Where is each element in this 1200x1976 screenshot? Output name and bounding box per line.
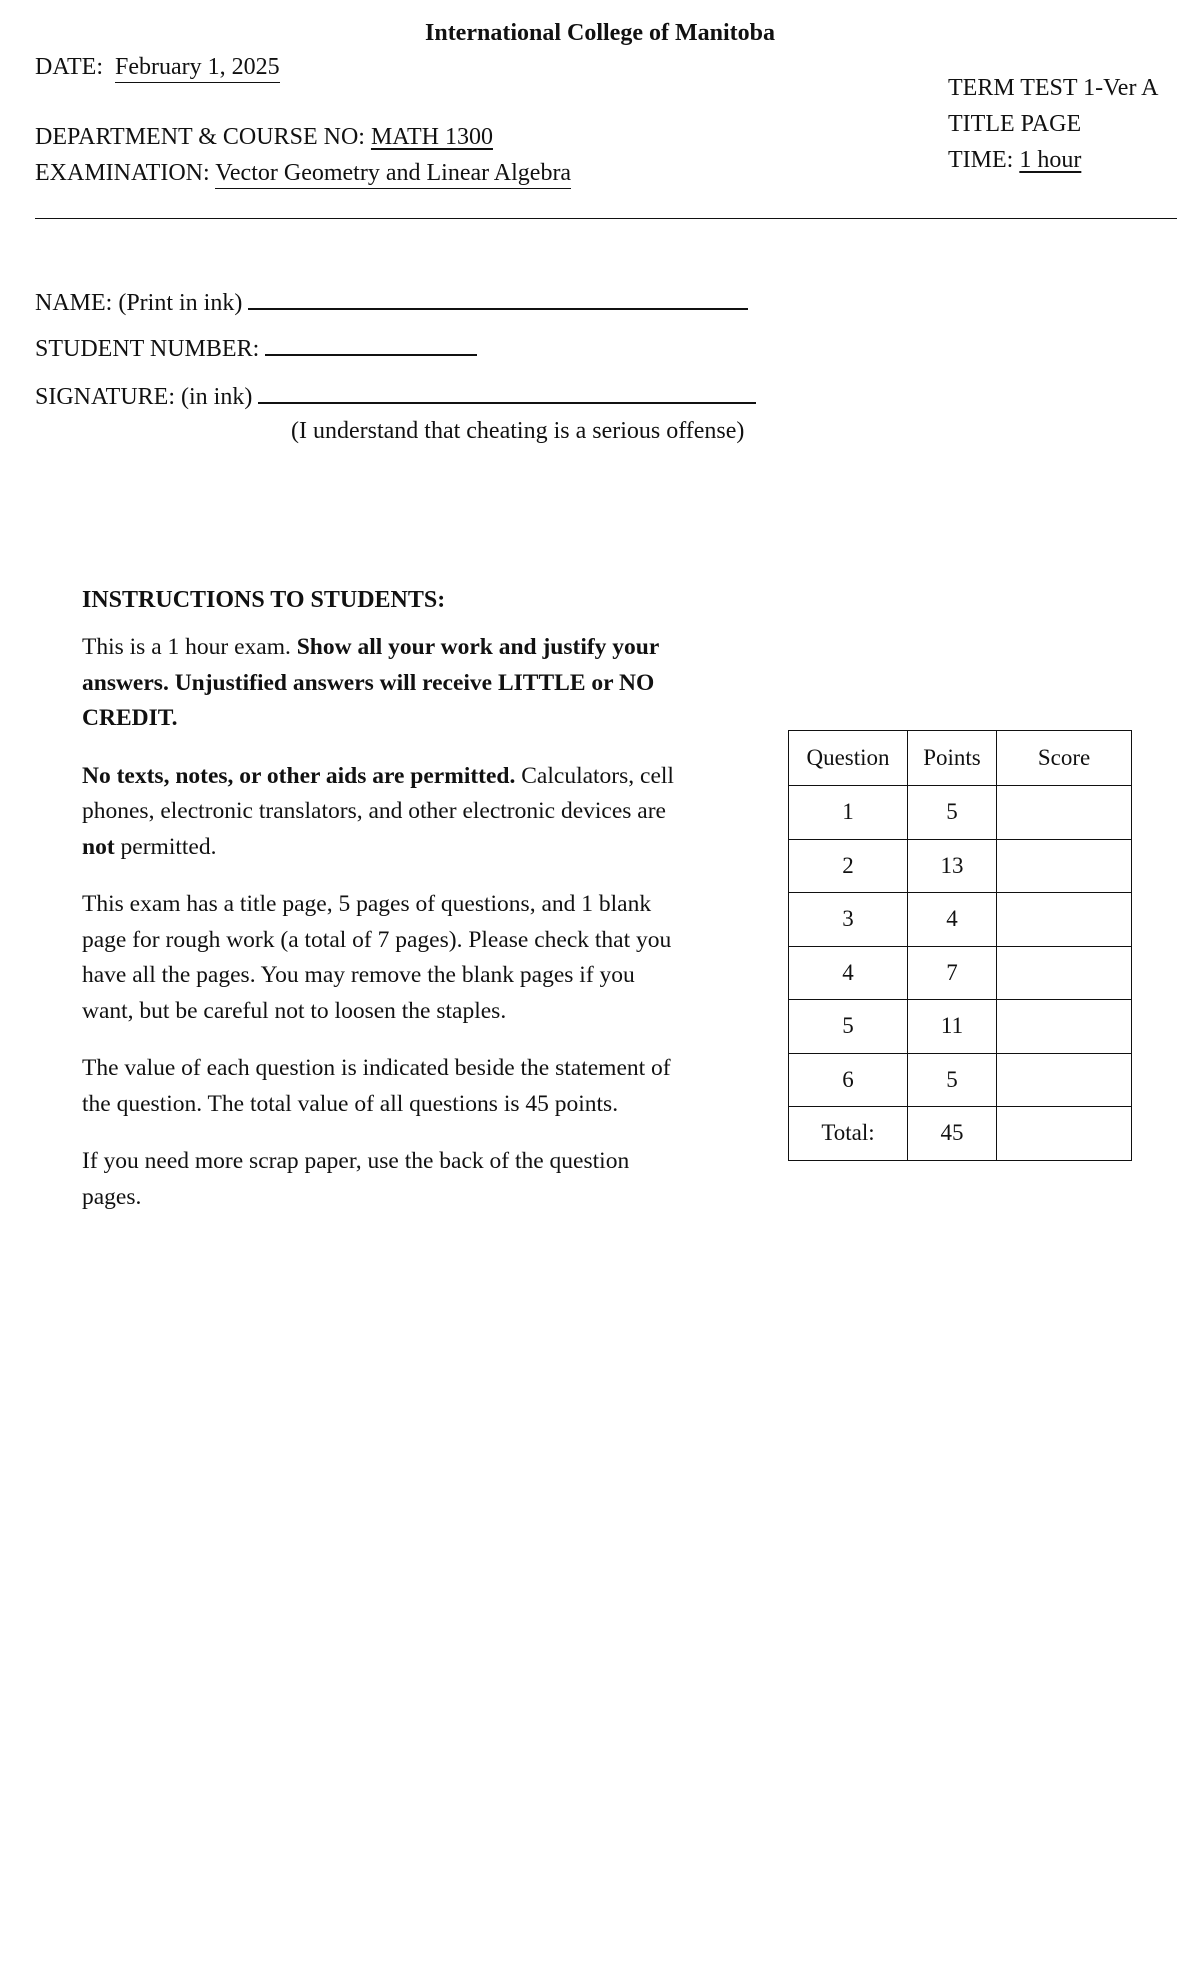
department-line — [35, 122, 493, 152]
p1-bold: Show all your work and justify your answers. Unjustified answers will receive LITTLE or NO CREDIT. — [82, 634, 659, 731]
instructions-paragraph-1 — [82, 630, 682, 737]
instructions-paragraph-2 — [82, 759, 682, 866]
name-line — [35, 286, 748, 318]
student-number-label: STUDENT NUMBER: — [35, 336, 260, 362]
score-cell[interactable] — [997, 893, 1132, 947]
signature-label: SIGNATURE: (in ink) — [35, 384, 253, 410]
honor-note: (I understand that cheating is a serious offense) — [291, 418, 745, 444]
total-label-cell: Total: — [789, 1107, 908, 1161]
score-table-header-row — [789, 731, 1132, 786]
name-label: NAME: (Print in ink) — [35, 290, 243, 316]
instructions-section — [82, 582, 682, 1237]
date-value: February 1, 2025 — [115, 54, 280, 83]
question-cell: 6 — [789, 1053, 908, 1107]
p2-bold-word: not — [82, 833, 115, 860]
header-points: Points — [908, 731, 997, 786]
examination-label: EXAMINATION: — [35, 160, 210, 186]
points-cell: 5 — [908, 1053, 997, 1107]
p1-plain: This is a 1 hour exam. — [82, 634, 291, 660]
question-cell: 1 — [789, 786, 908, 840]
instructions-paragraph-5: If you need more scrap paper, use the back of the question pages. — [82, 1148, 630, 1210]
total-row — [789, 1107, 1132, 1161]
table-row — [789, 946, 1132, 1000]
question-cell: 4 — [789, 946, 908, 1000]
date-line — [35, 52, 280, 82]
department-label: DEPARTMENT & COURSE NO: — [35, 124, 365, 150]
instructions-paragraph-4: The value of each question is indicated beside the statement of the question. The total value of all questions is 45 points. — [82, 1055, 671, 1117]
total-score-cell[interactable] — [997, 1107, 1132, 1161]
college-title: International College of Manitoba — [425, 20, 775, 46]
score-cell[interactable] — [997, 1053, 1132, 1107]
header-score: Score — [997, 731, 1132, 786]
table-row — [789, 786, 1132, 840]
right-header — [948, 70, 1158, 178]
question-cell: 3 — [789, 893, 908, 947]
points-cell: 11 — [908, 1000, 997, 1054]
student-number-line — [35, 332, 477, 364]
time-label: TIME: — [948, 147, 1014, 173]
score-table — [788, 730, 1132, 1161]
student-number-blank[interactable] — [265, 332, 477, 356]
score-cell[interactable] — [997, 946, 1132, 1000]
instructions-paragraph-3: This exam has a title page, 5 pages of questions, and 1 blank page for rough work (a total of 7 pages). Please check that you have all the pages. You may remove the blank pages if you want, but be careful not to loosen the staples. — [82, 891, 672, 1024]
instructions-heading: INSTRUCTIONS TO STUDENTS: — [82, 587, 446, 613]
date-label: DATE: — [35, 54, 103, 80]
score-cell[interactable] — [997, 1000, 1132, 1054]
score-cell[interactable] — [997, 786, 1132, 840]
test-version: TERM TEST 1-Ver A — [948, 75, 1159, 101]
question-cell: 5 — [789, 1000, 908, 1054]
points-cell: 7 — [908, 946, 997, 1000]
signature-blank[interactable] — [258, 380, 756, 404]
points-cell: 4 — [908, 893, 997, 947]
p2-plain-a: Calculators, cell phones, electronic translators, and other electronic devices are — [82, 762, 674, 824]
table-row — [789, 1053, 1132, 1107]
points-cell: 5 — [908, 786, 997, 840]
score-cell[interactable] — [997, 839, 1132, 893]
points-cell: 13 — [908, 839, 997, 893]
question-cell: 2 — [789, 839, 908, 893]
table-row — [789, 1000, 1132, 1054]
table-row — [789, 893, 1132, 947]
page-label: TITLE PAGE — [948, 111, 1082, 137]
p2-bold: No texts, notes, or other aids are permitted. — [82, 762, 516, 789]
header-question: Question — [789, 731, 908, 786]
course-number: MATH 1300 — [370, 124, 493, 150]
table-row — [789, 839, 1132, 893]
time-line — [948, 142, 1158, 178]
examination-name: Vector Geometry and Linear Algebra — [215, 160, 571, 189]
time-value: 1 hour — [1019, 147, 1082, 173]
signature-line — [35, 380, 756, 412]
total-points-cell: 45 — [908, 1107, 997, 1161]
examination-line — [35, 158, 571, 188]
name-blank[interactable] — [248, 286, 748, 310]
p2-plain-b: permitted. — [120, 833, 217, 860]
header-divider — [35, 218, 1177, 219]
